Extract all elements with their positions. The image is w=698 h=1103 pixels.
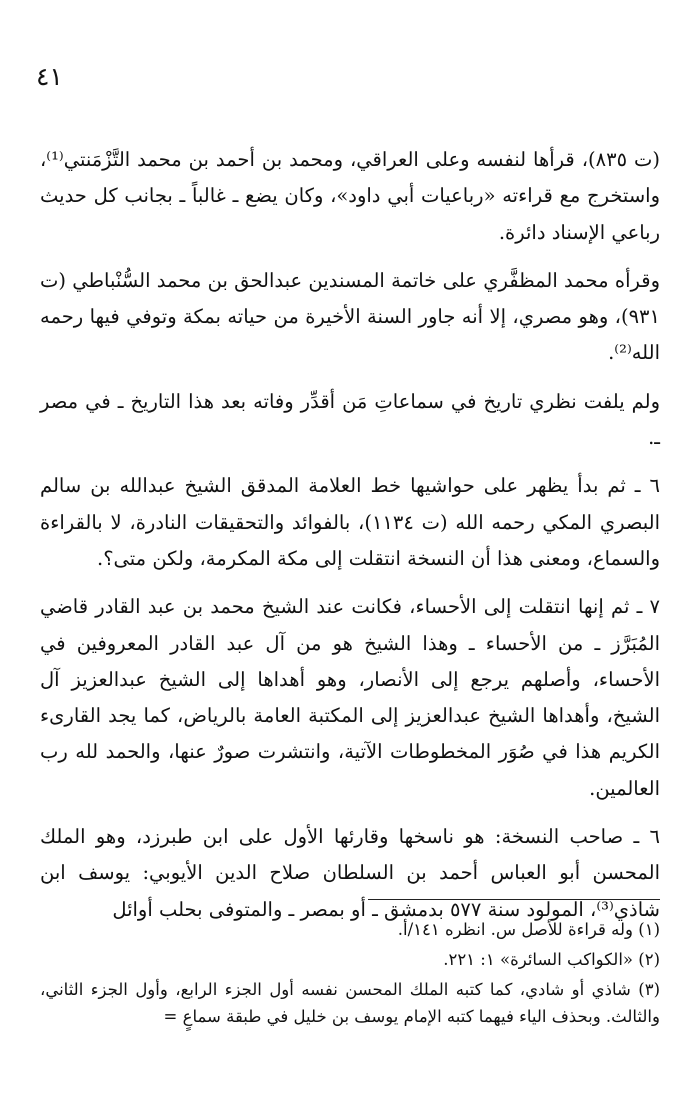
paragraph-5: ٧ ـ ثم إنها انتقلت إلى الأحساء، فكانت عند الشيخ محمد بن عبد القادر قاضي المُبَرَّز ـ من الأحساء ـ وهذا الشيخ هو من آل عبد القادر المعروفين في الأحساء، وأصلهم يرجع إلى الأنصار، وهو أهداها إلى الشيخ عبدالعزيز آل الشيخ، وأهداها الشيخ عبدالعزيز إلى المكتبة العامة بالرياض، كما يجد القارىء الكريم هذا في صُوَر المخطوطات الآتية، وانتشرت صورٌ عنها، والحمد لله رب العالمين.: [40, 595, 660, 800]
footnotes: [40, 916, 660, 1033]
footnote-divider: [368, 899, 660, 900]
paragraph-1: (ت ٨٣٥)، قرأها لنفسه وعلى العراقي، ومحمد بن أحمد بن محمد التَّزْمَنتي⁽¹⁾، واستخرج مع قراءته «رباعيات أبي داود»، وكان يضع ـ غالباً ـ بجانب كل حديث رباعي الإسناد دائرة.: [40, 148, 660, 244]
paragraph-6: ٦ ـ صاحب النسخة: هو ناسخها وقارئها الأول على ابن طبرزد، وهو الملك المحسن أبو العباس أحمد بن السلطان صلاح الدين الأيوبي: يوسف ابن شاذي⁽³⁾، المولود سنة ٥٧٧ بدمشق ـ أو بمصر ـ والمتوفى بحلب أوائل: [40, 825, 660, 921]
main-text: [40, 142, 660, 940]
page-number: ٤١: [36, 62, 63, 91]
paragraph-4: ٦ ـ ثم بدأ يظهر على حواشيها خط العلامة المدقق الشيخ عبدالله بن سالم البصري المكي رحمه الله (ت ١١٣٤)، بالفوائد والتحقيقات النادرة، لا بالقراءة والسماع، ومعنى هذا أن النسخة انتقلت إلى مكة المكرمة، ولكن متى؟.: [40, 474, 660, 570]
paragraph-3: ولم يلفت نظري تاريخ في سماعاتِ مَن أقدِّر وفاته بعد هذا التاريخ ـ في مصر ـ.: [40, 389, 660, 450]
footnote-2: (٢) «الكواكب السائرة» ١: ٢٢١.: [443, 950, 660, 969]
footnote-1: (١) وله قراءة للأصل س. انظره ١٤١/أ.: [397, 920, 660, 939]
footnote-3: (٣) شاذي أو شادي، كما كتبه الملك المحسن نفسه أول الجزء الرابع، وأول الجزء الثاني، والثالث. وبحذف الياء فيهما كتبه الإمام يوسف بن خليل في طبقة سماعٍ =: [40, 980, 660, 1026]
paragraph-2: وقرأه محمد المظفَّري على خاتمة المسندين عبدالحق بن محمد السُّنْباطي (ت ٩٣١)، وهو مصري، إلا أنه جاور السنة الأخيرة من حياته بمكة وتوفي فيها رحمه الله⁽²⁾.: [40, 268, 660, 365]
